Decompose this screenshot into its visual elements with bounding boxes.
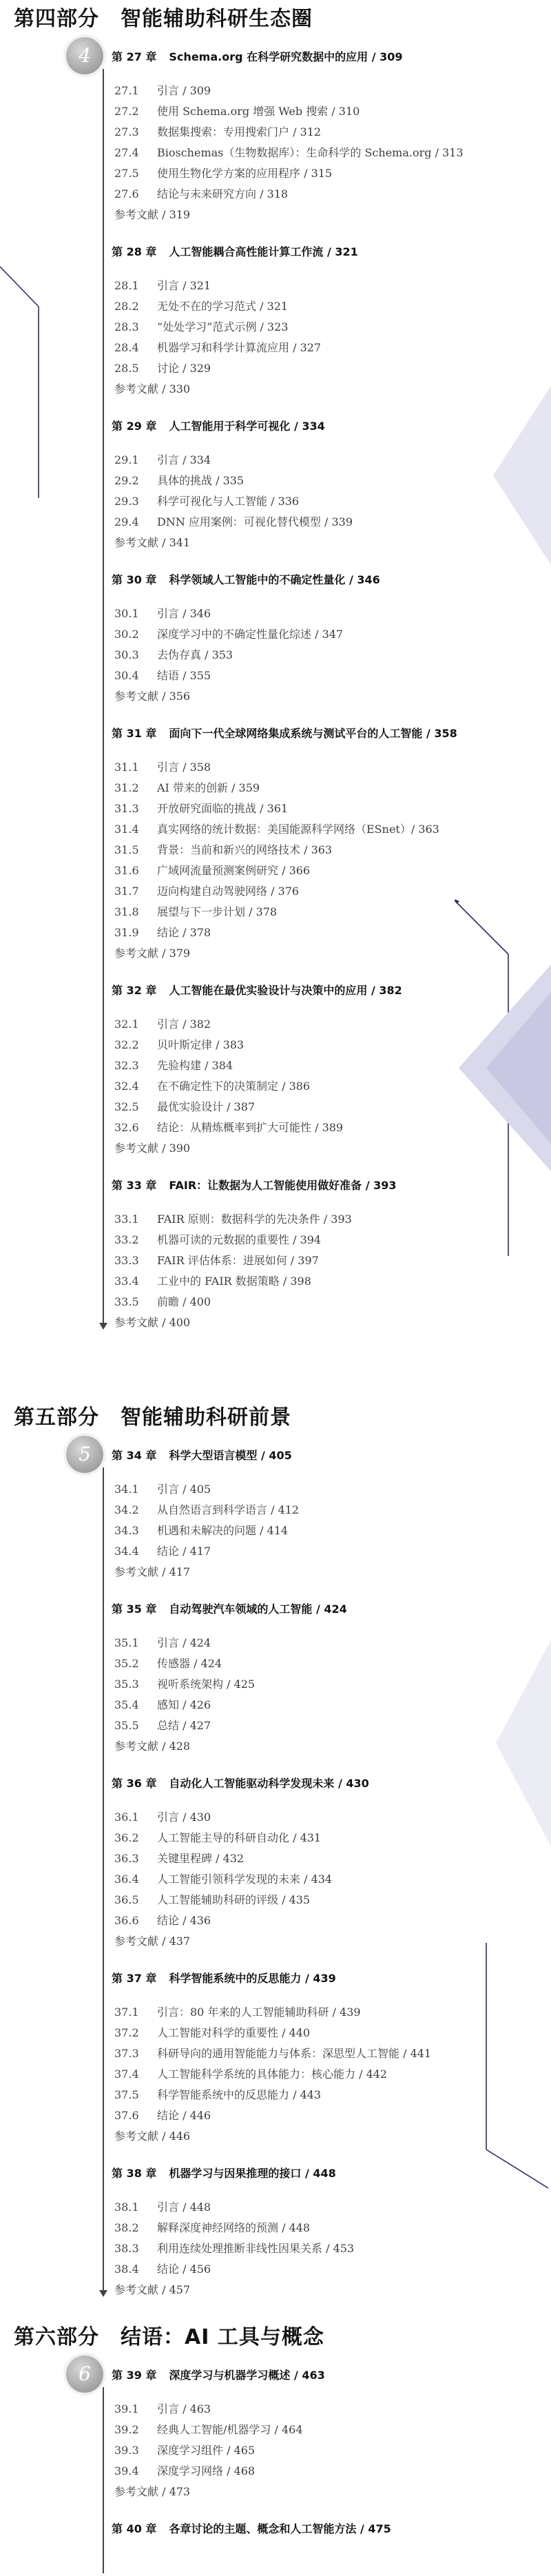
section-number: 29.4 <box>114 515 139 528</box>
section-entry <box>114 298 288 313</box>
section-entry <box>114 1036 244 1052</box>
section-number: 37.3 <box>114 2047 139 2060</box>
chapter-title: 科学领域人工智能中的不确定性量化 / 346 <box>169 573 380 586</box>
section-title: 引言 / 321 <box>157 279 211 292</box>
part-number: 6 <box>79 2362 91 2385</box>
chapter-heading <box>112 725 457 741</box>
chapter-title: 人工智能耦合高性能计算工作流 / 321 <box>169 245 358 258</box>
section-entry <box>114 1655 222 1671</box>
section-number: 28.3 <box>114 320 139 333</box>
chapter-heading <box>112 2367 325 2382</box>
section-number: 36.1 <box>114 1811 139 1824</box>
section-title: 引言 / 405 <box>157 1483 211 1496</box>
section-title: 引言 / 309 <box>157 84 211 97</box>
section-number: 32.3 <box>114 1059 139 1072</box>
section-number: 27.6 <box>114 187 139 200</box>
section-number: 27.3 <box>114 125 139 138</box>
chapter-number: 第 32 章 <box>112 984 157 997</box>
section-title: 引言 / 424 <box>157 1636 211 1649</box>
section-entry <box>114 1481 211 1496</box>
section-entry <box>114 2260 211 2276</box>
section-title: 关键里程碑 / 432 <box>157 1852 245 1865</box>
section-entry <box>114 2198 211 2214</box>
section-number: 38.1 <box>114 2201 139 2214</box>
section-number: 38.4 <box>114 2263 139 2276</box>
section-title: 引言 / 358 <box>157 761 211 774</box>
section-number: 38.3 <box>114 2242 139 2255</box>
section-number: 34.4 <box>114 1545 139 1558</box>
section-number: 27.4 <box>114 146 139 159</box>
section-entry <box>114 841 332 857</box>
section-number: 34.1 <box>114 1483 139 1496</box>
section-number: 30.4 <box>114 669 139 682</box>
section-number: 29.1 <box>114 453 139 466</box>
references-entry: 参考文献 / 356 <box>114 690 191 703</box>
section-entry <box>114 1696 211 1712</box>
section-title: 工业中的 FAIR 数据策略 / 398 <box>157 1275 311 1288</box>
section-number: 28.5 <box>114 362 139 375</box>
section-title: 具体的挑战 / 335 <box>157 474 245 487</box>
section-title: 最优实验设计 / 387 <box>157 1100 256 1113</box>
section-number: 31.8 <box>114 905 139 918</box>
section-number: 36.4 <box>114 1873 139 1886</box>
section-title: 结论：从精炼概率到扩大可能性 / 389 <box>157 1121 344 1134</box>
section-number: 32.4 <box>114 1080 139 1093</box>
section-title: 结语 / 355 <box>157 669 211 682</box>
section-entry <box>114 605 211 621</box>
section-entry <box>114 1078 310 1093</box>
section-title: 解释深度神经网络的预测 / 448 <box>157 2221 311 2234</box>
section-number: 32.1 <box>114 1018 139 1031</box>
section-entry <box>114 82 211 98</box>
section-title: 结论 / 417 <box>157 1545 211 1558</box>
section-entry <box>114 1501 299 1517</box>
section-entry <box>114 165 332 181</box>
section-number: 35.4 <box>114 1698 139 1711</box>
chapter-heading <box>112 1600 347 1616</box>
section-entry <box>114 103 360 119</box>
section-title: 视听系统架构 / 425 <box>157 1678 256 1691</box>
section-entry <box>114 1057 233 1073</box>
section-number: 39.2 <box>114 2423 139 2436</box>
chapter-title: 自动化人工智能驱动科学发现未来 / 430 <box>169 1777 369 1790</box>
section-entry <box>114 646 233 662</box>
chapter-title: 科学智能系统中的反思能力 / 439 <box>169 1972 336 1985</box>
references-entry: 参考文献 / 437 <box>114 1935 191 1948</box>
section-number: 37.5 <box>114 2088 139 2101</box>
section-title: FAIR 原则：数据科学的先决条件 / 393 <box>157 1213 352 1226</box>
section-title: DNN 应用案例：可视化替代模型 / 339 <box>157 515 353 528</box>
section-number: 27.5 <box>114 167 139 180</box>
section-title: 开放研究面临的挑战 / 361 <box>157 802 289 815</box>
references-entry: 参考文献 / 330 <box>114 382 191 395</box>
references-entry: 参考文献 / 473 <box>114 2485 191 2498</box>
section-number: 37.2 <box>114 2026 139 2039</box>
section-number: 35.1 <box>114 1636 139 1649</box>
chapter-number: 第 29 章 <box>112 420 157 433</box>
section-number: 36.6 <box>114 1914 139 1927</box>
section-entry <box>114 451 211 467</box>
section-entry <box>114 1522 288 1538</box>
section-entry <box>114 800 288 816</box>
section-entry <box>114 318 288 334</box>
section-title: 贝叶斯定律 / 383 <box>157 1038 245 1051</box>
section-title: AI 带来的创新 / 359 <box>157 781 260 794</box>
chapter-number: 第 36 章 <box>112 1777 157 1790</box>
section-entry <box>114 2442 255 2457</box>
decorative-chevron-right-2 <box>459 965 551 1171</box>
section-title: 人工智能辅助科研的评级 / 435 <box>157 1893 311 1906</box>
section-title: 人工智能对科学的重要性 / 440 <box>157 2026 311 2039</box>
section-number: 33.1 <box>114 1213 139 1226</box>
section-title: 人工智能科学系统的具体能力：核心能力 / 442 <box>157 2068 388 2081</box>
section-entry <box>114 2045 431 2061</box>
section-entry <box>114 1809 211 1824</box>
chapter-number: 第 37 章 <box>112 1972 157 1985</box>
decorative-chevron-right-1 <box>493 386 551 565</box>
section-entry <box>114 1543 211 1558</box>
section-title: 人工智能引领科学发现的未来 / 434 <box>157 1873 333 1886</box>
section-entry <box>114 277 211 293</box>
section-entry <box>114 883 299 898</box>
section-title: 引言 / 448 <box>157 2201 211 2214</box>
section-title: 引言 / 463 <box>157 2402 211 2415</box>
section-entry <box>114 821 439 836</box>
section-number: 31.6 <box>114 864 139 877</box>
section-entry <box>114 779 260 795</box>
section-title: 机器学习和科学计算流应用 / 327 <box>157 341 322 354</box>
section-number: 39.3 <box>114 2444 139 2457</box>
chapter-number: 第 40 章 <box>112 2522 157 2535</box>
section-title: 广域网流量预测案例研究 / 366 <box>157 864 311 877</box>
section-title: 先验构建 / 384 <box>157 1059 233 1072</box>
section-number: 32.2 <box>114 1038 139 1051</box>
section-title: 机器可读的元数据的重要性 / 394 <box>157 1233 322 1246</box>
section-entry <box>114 2421 303 2437</box>
section-title: 结论 / 446 <box>157 2109 211 2122</box>
chapter-title: FAIR：让数据为人工智能使用做好准备 / 393 <box>169 1179 397 1192</box>
chapter-title: 各章讨论的主题、概念和人工智能方法 / 475 <box>169 2522 391 2535</box>
section-entry <box>114 2003 361 2019</box>
section-title: “处处学习”范式示例 / 323 <box>157 320 289 333</box>
chapter-title: 自动驾驶汽车领域的人工智能 / 424 <box>169 1603 347 1616</box>
section-title: 无处不在的学习范式 / 321 <box>157 300 289 313</box>
chapter-number: 第 28 章 <box>112 245 157 258</box>
section-number: 29.2 <box>114 474 139 487</box>
section-title: 深度学习组件 / 465 <box>157 2444 256 2457</box>
section-number: 30.2 <box>114 628 139 641</box>
section-number: 28.4 <box>114 341 139 354</box>
section-number: 31.4 <box>114 823 139 836</box>
section-title: 引言 / 346 <box>157 607 211 620</box>
decorative-line-left <box>0 265 41 499</box>
section-title: 科学可视化与人工智能 / 336 <box>157 495 300 508</box>
section-title: 在不确定性下的决策制定 / 386 <box>157 1080 311 1093</box>
section-entry <box>114 1098 255 1114</box>
section-entry <box>114 360 211 375</box>
references-entry: 参考文献 / 390 <box>114 1142 191 1155</box>
section-entry <box>114 472 244 488</box>
section-number: 28.2 <box>114 300 139 313</box>
section-number: 35.3 <box>114 1678 139 1691</box>
section-number: 38.2 <box>114 2221 139 2234</box>
section-number: 36.5 <box>114 1893 139 1906</box>
section-entry <box>114 2107 211 2123</box>
section-number: 36.2 <box>114 1831 139 1844</box>
references-entry: 参考文献 / 428 <box>114 1740 191 1753</box>
section-title: 感知 / 426 <box>157 1698 211 1711</box>
section-entry <box>114 144 464 160</box>
section-entry <box>114 185 288 201</box>
chapter-heading <box>112 1447 292 1463</box>
chapter-heading <box>112 243 358 259</box>
section-entry <box>114 1829 321 1845</box>
part-number-badge <box>66 37 103 74</box>
section-entry <box>114 2462 255 2478</box>
section-title: 结论 / 436 <box>157 1914 211 1927</box>
section-title: 经典人工智能/机器学习 / 464 <box>157 2423 303 2436</box>
references-entry: 参考文献 / 457 <box>114 2283 191 2296</box>
chapter-heading <box>112 2520 391 2536</box>
section-entry <box>114 1252 319 1268</box>
chapter-title: Schema.org 在科学研究数据中的应用 / 309 <box>169 50 403 63</box>
section-number: 36.3 <box>114 1852 139 1865</box>
section-title: 使用 Schema.org 增强 Web 搜索 / 310 <box>157 105 360 118</box>
chapter-heading <box>112 2165 336 2181</box>
section-number: 30.1 <box>114 607 139 620</box>
part-number: 5 <box>79 1443 91 1465</box>
section-entry <box>114 1871 332 1886</box>
section-title: 背景：当前和新兴的网络技术 / 363 <box>157 843 333 856</box>
section-entry <box>114 903 277 919</box>
section-number: 27.1 <box>114 84 139 97</box>
section-entry <box>114 2219 310 2235</box>
section-number: 35.5 <box>114 1719 139 1732</box>
section-entry <box>114 1016 211 1031</box>
section-title: 深度学习网络 / 468 <box>157 2464 256 2477</box>
chapter-title: 机器学习与因果推理的接口 / 448 <box>169 2167 336 2180</box>
references-entry: 参考文献 / 319 <box>114 208 191 221</box>
section-title: 利用连续处理推断非线性因果关系 / 453 <box>157 2242 355 2255</box>
chapter-number: 第 30 章 <box>112 573 157 586</box>
part-title: 第五部分 智能辅助科研前景 <box>14 1405 291 1430</box>
section-title: 引言 / 430 <box>157 1811 211 1824</box>
references-entry: 参考文献 / 417 <box>114 1565 191 1578</box>
references-entry: 参考文献 / 341 <box>114 536 191 549</box>
section-title: 人工智能主导的科研自动化 / 431 <box>157 1831 322 1844</box>
section-number: 31.3 <box>114 802 139 815</box>
section-number: 39.1 <box>114 2402 139 2415</box>
section-entry <box>114 1850 244 1866</box>
section-number: 32.6 <box>114 1121 139 1134</box>
section-number: 28.1 <box>114 279 139 292</box>
section-title: 使用生物化学方案的应用程序 / 315 <box>157 167 333 180</box>
section-entry <box>114 626 343 641</box>
references-entry: 参考文献 / 446 <box>114 2130 191 2143</box>
chapter-number: 第 33 章 <box>112 1179 157 1192</box>
decorative-line-right-2 <box>482 1943 551 2191</box>
section-title: 结论 / 378 <box>157 926 211 939</box>
section-title: 去伪存真 / 353 <box>157 648 233 661</box>
section-entry <box>114 493 299 508</box>
section-number: 33.3 <box>114 1254 139 1267</box>
section-title: 真实网络的统计数据：美国能源科学网络（ESnet）/ 363 <box>157 823 439 836</box>
section-entry <box>114 1634 211 1650</box>
section-entry <box>114 1231 321 1247</box>
chapter-title: 科学大型语言模型 / 405 <box>169 1449 292 1462</box>
section-entry <box>114 1717 211 1733</box>
section-number: 37.6 <box>114 2109 139 2122</box>
section-entry <box>114 759 211 774</box>
section-title: 讨论 / 329 <box>157 362 211 375</box>
section-title: 深度学习中的不确定性量化综述 / 347 <box>157 628 344 641</box>
chapter-title: 深度学习与机器学习概述 / 463 <box>169 2369 325 2382</box>
section-number: 31.1 <box>114 761 139 774</box>
chapter-number: 第 35 章 <box>112 1603 157 1616</box>
section-number: 34.3 <box>114 1524 139 1537</box>
section-number: 33.5 <box>114 1295 139 1308</box>
chapter-number: 第 38 章 <box>112 2167 157 2180</box>
section-title: 引言：80 年来的人工智能辅助科研 / 439 <box>157 2006 361 2019</box>
references-entry: 参考文献 / 379 <box>114 947 191 960</box>
chapter-heading <box>112 418 325 433</box>
chapter-title: 人工智能在最优实验设计与决策中的应用 / 382 <box>169 984 402 997</box>
section-number: 30.3 <box>114 648 139 661</box>
chapter-title: 面向下一代全球网络集成系统与测试平台的人工智能 / 358 <box>169 727 457 740</box>
section-entry <box>114 667 211 683</box>
chapter-heading <box>112 1775 369 1791</box>
section-title: 数据集搜索：专用搜索门户 / 312 <box>157 125 322 138</box>
section-entry <box>114 1293 211 1309</box>
section-title: Bioschemas（生物数据库）：生命科学的 Schema.org / 313 <box>157 146 464 159</box>
section-entry <box>114 1272 311 1288</box>
section-number: 37.1 <box>114 2006 139 2019</box>
section-number: 29.3 <box>114 495 139 508</box>
part-timeline <box>103 2387 104 2573</box>
section-entry <box>114 2400 211 2416</box>
part-number-badge <box>66 2356 103 2393</box>
section-title: 迈向构建自动驾驶网络 / 376 <box>157 885 300 898</box>
chapter-heading <box>112 571 380 587</box>
section-entry <box>114 513 353 529</box>
section-number: 33.2 <box>114 1233 139 1246</box>
chapter-heading <box>112 1177 397 1193</box>
section-entry <box>114 339 321 355</box>
chapter-heading <box>112 982 402 998</box>
section-entry <box>114 1891 310 1907</box>
part-title: 第六部分 结语：AI 工具与概念 <box>14 2325 324 2349</box>
section-number: 35.2 <box>114 1657 139 1670</box>
section-title: 展望与下一步计划 / 378 <box>157 905 278 918</box>
section-title: 机遇和未解决的问题 / 414 <box>157 1524 289 1537</box>
decorative-chevron-right-3 <box>496 1640 551 1846</box>
section-entry <box>114 1119 343 1135</box>
section-number: 37.4 <box>114 2068 139 2081</box>
section-title: 从自然语言到科学语言 / 412 <box>157 1503 300 1516</box>
part-timeline <box>103 1467 104 2291</box>
chapter-number: 第 39 章 <box>112 2369 157 2382</box>
section-entry <box>114 1912 211 1928</box>
part-number: 4 <box>79 44 91 67</box>
section-title: 前瞻 / 400 <box>157 1295 211 1308</box>
section-number: 31.2 <box>114 781 139 794</box>
section-title: 总结 / 427 <box>157 1719 211 1732</box>
section-title: 结论与未来研究方向 / 318 <box>157 187 289 200</box>
section-title: 引言 / 382 <box>157 1018 211 1031</box>
chapter-title: 人工智能用于科学可视化 / 334 <box>169 420 325 433</box>
part-title: 第四部分 智能辅助科研生态圈 <box>14 7 313 31</box>
section-entry <box>114 2065 387 2081</box>
chapter-heading <box>112 1970 336 1986</box>
section-title: FAIR 评估体系：进展如何 / 397 <box>157 1254 319 1267</box>
section-entry <box>114 862 310 878</box>
section-title: 科研导向的通用智能能力与体系：深思型人工智能 / 441 <box>157 2047 432 2060</box>
section-number: 31.5 <box>114 843 139 856</box>
section-entry <box>114 1210 352 1226</box>
section-entry <box>114 2240 354 2256</box>
section-entry <box>114 1676 255 1691</box>
section-title: 传感器 / 424 <box>157 1657 222 1670</box>
section-entry <box>114 123 321 139</box>
section-number: 31.7 <box>114 885 139 898</box>
section-number: 27.2 <box>114 105 139 118</box>
chapter-number: 第 31 章 <box>112 727 157 740</box>
section-entry <box>114 2086 321 2102</box>
chapter-number: 第 34 章 <box>112 1449 157 1462</box>
chapter-heading <box>112 48 403 64</box>
part-number-badge <box>66 1436 103 1473</box>
references-entry: 参考文献 / 400 <box>114 1316 191 1329</box>
section-entry <box>114 924 211 940</box>
section-number: 31.9 <box>114 926 139 939</box>
section-number: 34.2 <box>114 1503 139 1516</box>
chapter-number: 第 27 章 <box>112 50 157 63</box>
part-timeline <box>103 69 104 1323</box>
section-number: 39.4 <box>114 2464 139 2477</box>
section-entry <box>114 2024 310 2040</box>
section-number: 33.4 <box>114 1275 139 1288</box>
section-title: 结论 / 456 <box>157 2263 211 2276</box>
section-number: 32.5 <box>114 1100 139 1113</box>
section-title: 引言 / 334 <box>157 453 211 466</box>
section-title: 科学智能系统中的反思能力 / 443 <box>157 2088 322 2101</box>
